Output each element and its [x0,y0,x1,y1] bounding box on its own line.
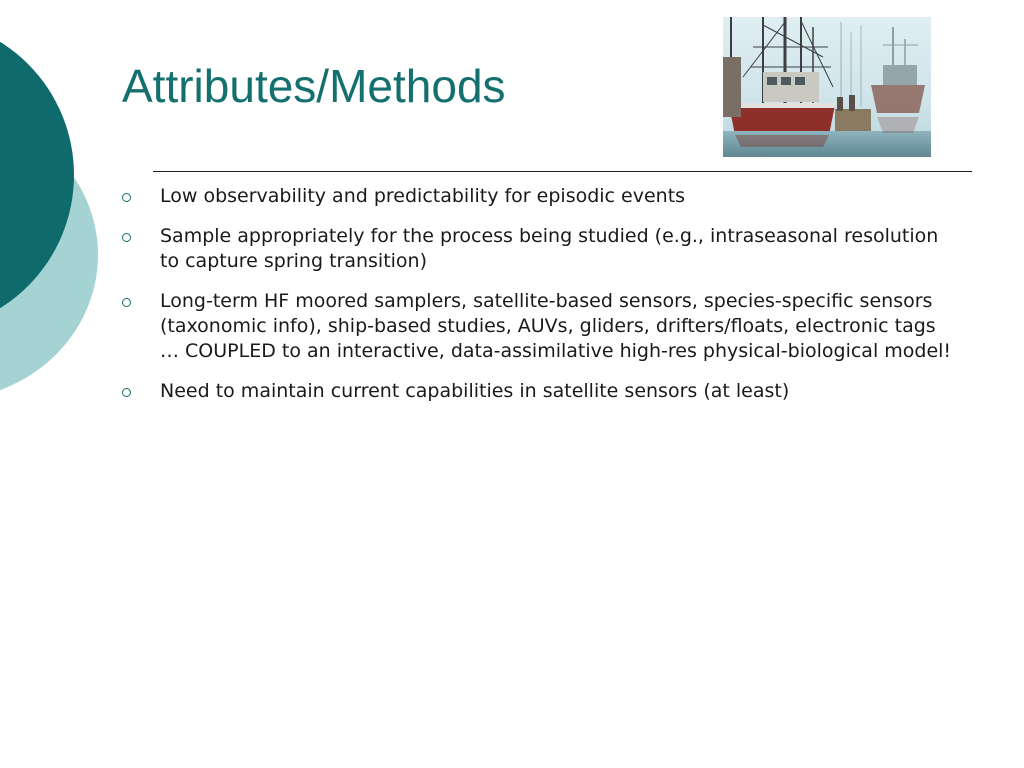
hollow-circle-bullet-icon [122,193,131,202]
hollow-circle-bullet-icon [122,298,131,307]
bullet-text: Long-term HF moored samplers, satellite-based sensors, species-specific sensors (taxonomic info), ship-based studies, AUVs, gliders, drifters/floats, electronic tags … COUPLED to an interactive, data-assimilative high-res physical-biological model! [160,290,952,362]
harbor-photo [723,17,931,157]
bullet-text: Sample appropriately for the process being studied (e.g., intraseasonal resolution to capture spring transition) [160,225,939,272]
bullet-text: Low observability and predictability for episodic events [160,185,686,207]
bullet-list [122,184,952,419]
bullet-item [122,184,952,209]
title-divider [153,171,972,172]
bullet-text: Need to maintain current capabilities in satellite sensors (at least) [160,380,790,402]
hollow-circle-bullet-icon [122,388,131,397]
bullet-item [122,379,952,404]
bullet-item [122,289,952,364]
hollow-circle-bullet-icon [122,233,131,242]
bullet-item [122,224,952,274]
slide-title: Attributes/Methods [122,60,506,112]
